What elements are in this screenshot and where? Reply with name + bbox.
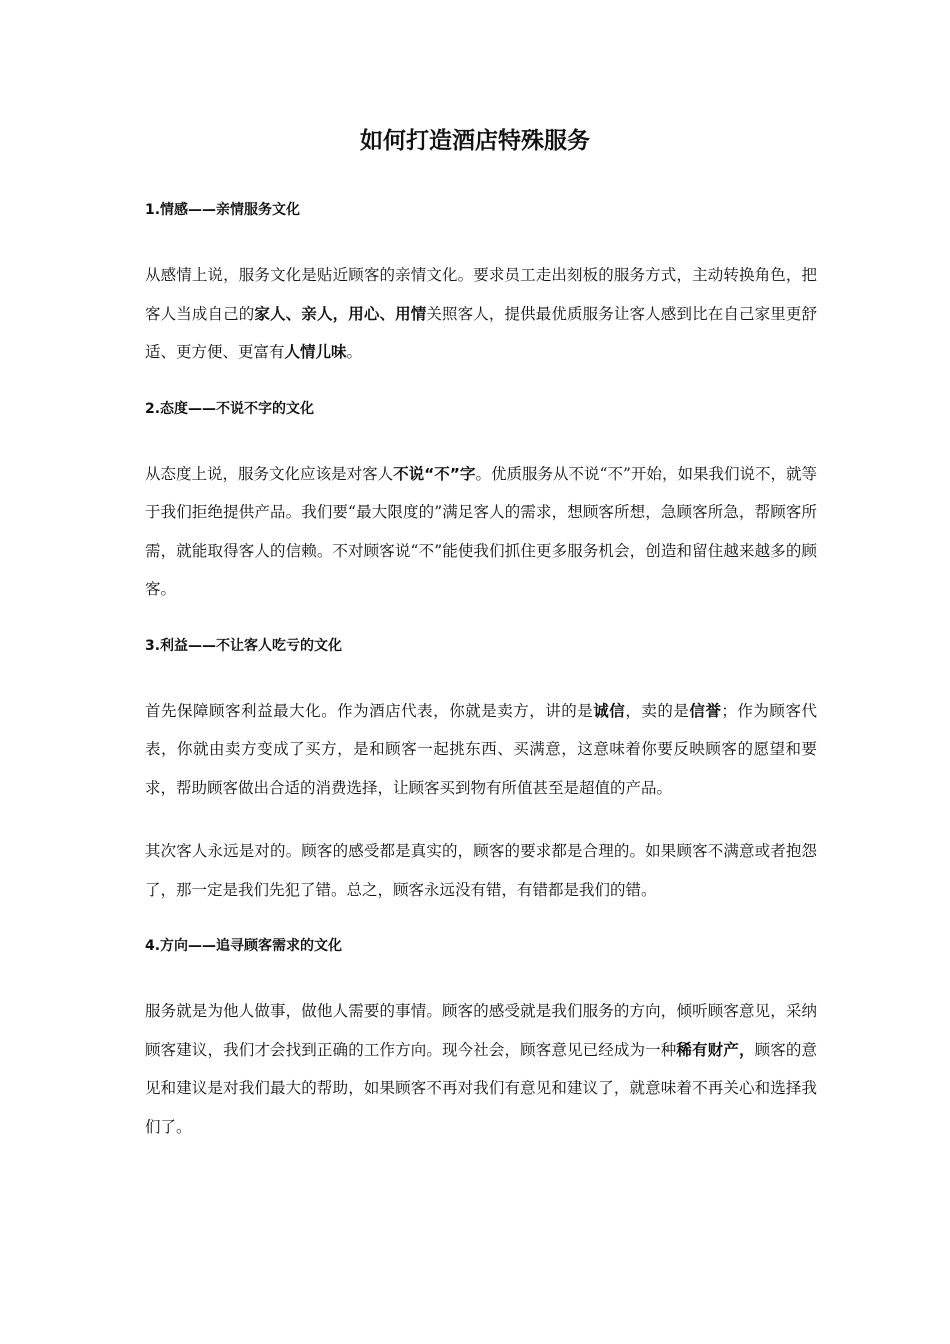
emphasis-text: 信誉 [689, 701, 722, 720]
body-paragraph [145, 256, 817, 372]
spacer [145, 1146, 817, 1171]
spacer [145, 658, 817, 692]
spacer [145, 222, 817, 256]
text-run: 其次客人永远是对的。顾客的感受都是真实的，顾客的要求都是合理的。如果顾客不满意或者抱怨了，那一定是我们先犯了错。总之，顾客永远没有错，有错都是我们的错。 [145, 842, 817, 899]
body-paragraph [145, 455, 817, 609]
spacer [145, 807, 817, 832]
section-heading: 4.方向——追寻顾客需求的文化 [145, 938, 343, 954]
section-heading: 3.利益——不让客人吃亏的文化 [145, 637, 343, 654]
emphasis-text: 人情儿味 [284, 343, 347, 361]
emphasis-text: 诚信 [593, 701, 626, 720]
spacer [145, 609, 817, 634]
spacer [145, 372, 817, 397]
text-run: 。优质服务从不说“不”开始，如果我们说不，就等于我们拒绝提供产品。我们要“最大限度的”满足客人的需求，想顾客所想，急顾客所急，帮顾客所需，就能取得客人的信赖。不对顾客说“不”能使我们抓住更多服务机会，创造和留住越来越多的顾客。 [145, 464, 817, 598]
text-run: 。 [346, 343, 363, 361]
text-run: 从态度上说，服务文化应该是对客人 [145, 464, 394, 483]
body-paragraph [145, 992, 817, 1146]
text-run: 从感情上说，服务文化是贴近顾客的亲情文化。要求员工走出刻板的服务方式，主动转换角色，把客人当成自己的 [145, 266, 817, 323]
emphasis-text: 稀有财产， [676, 1040, 755, 1059]
emphasis-text: 不说“不”字 [393, 464, 476, 483]
text-run: 服务就是为他人做事，做他人需要的事情。顾客的感受就是我们服务的方向，倾听顾客意见，采纳顾客建议，我们才会找到正确的工作方向。现今社会，顾客意见已经成为一种 [145, 1002, 817, 1059]
emphasis-text: 家人、亲人，用心、用情 [254, 304, 427, 323]
section-heading: 1.情感——亲情服务文化 [145, 202, 301, 218]
text-run: 首先保障顾客利益最大化。作为酒店代表，你就是卖方，讲的是 [145, 701, 594, 720]
spacer [145, 958, 817, 992]
text-run: 顾客的意见和建议是对我们最大的帮助，如果顾客不再对我们有意见和建议了，就意味着不再关心和选择我们了。 [145, 1040, 817, 1136]
text-run: ；作为顾客代表，你就由卖方变成了买方，是和顾客一起挑东西、买满意，这意味着你要反映顾客的愿望和要求，帮助顾客做出合适的消费选择，让顾客买到物有所值甚至是超值的产品。 [145, 701, 817, 797]
spacer [145, 421, 817, 455]
text-run: 关照客人，提供最优质服务让客人感到比在自己家里更舒适、更方便、更富有 [145, 304, 817, 361]
text-run: ，卖的是 [625, 701, 690, 720]
spacer [145, 909, 817, 934]
section-heading: 2.态度——不说不字的文化 [145, 400, 315, 417]
body-paragraph [145, 692, 817, 808]
document-title: 如何打造酒店特殊服务 [360, 128, 590, 154]
body-paragraph [145, 832, 817, 909]
document-body [145, 198, 817, 1171]
